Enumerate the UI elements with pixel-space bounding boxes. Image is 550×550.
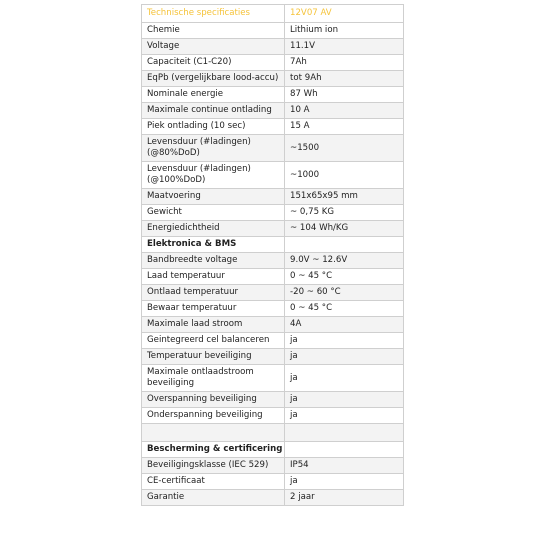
spec-value: ja <box>285 349 404 365</box>
spec-label: CE-certificaat <box>142 474 285 490</box>
spec-row <box>142 408 404 424</box>
spec-row <box>142 490 404 506</box>
spec-label: Piek ontlading (10 sec) <box>142 119 285 135</box>
spec-value: IP54 <box>285 458 404 474</box>
spec-value: ~1500 <box>285 135 404 162</box>
spec-value: 87 Wh <box>285 87 404 103</box>
spec-label: Nominale energie <box>142 87 285 103</box>
spec-label: Chemie <box>142 23 285 39</box>
spec-value: 0 ~ 45 °C <box>285 301 404 317</box>
spec-value: 9.0V ~ 12.6V <box>285 253 404 269</box>
spec-label: Garantie <box>142 490 285 506</box>
spec-row <box>142 55 404 71</box>
spec-header-row <box>142 5 404 23</box>
spec-value: 11.1V <box>285 39 404 55</box>
spec-label: Laad temperatuur <box>142 269 285 285</box>
spec-value: ~ 104 Wh/KG <box>285 221 404 237</box>
spec-header-model: 12V07 AV <box>285 5 404 23</box>
spec-value: 0 ~ 45 °C <box>285 269 404 285</box>
spec-value <box>285 237 404 253</box>
spec-label: Energiedichtheid <box>142 221 285 237</box>
spec-value <box>285 442 404 458</box>
spec-label <box>142 424 285 442</box>
spec-row <box>142 349 404 365</box>
spec-row <box>142 39 404 55</box>
spec-label: Gewicht <box>142 205 285 221</box>
spec-row <box>142 317 404 333</box>
spec-value: 4A <box>285 317 404 333</box>
spec-label: Levensduur (#ladingen) (@100%DoD) <box>142 162 285 189</box>
spec-row <box>142 392 404 408</box>
spec-row <box>142 285 404 301</box>
spec-label: Maximale continue ontlading <box>142 103 285 119</box>
spec-header-title: Technische specificaties <box>142 5 285 23</box>
spec-row <box>142 135 404 162</box>
spec-row <box>142 365 404 392</box>
spacer-row <box>142 424 404 442</box>
spec-label: Temperatuur beveiliging <box>142 349 285 365</box>
spec-row <box>142 253 404 269</box>
spec-row <box>142 474 404 490</box>
spec-label: Levensduur (#ladingen) (@80%DoD) <box>142 135 285 162</box>
spec-value: tot 9Ah <box>285 71 404 87</box>
spec-label: Onderspanning beveiliging <box>142 408 285 424</box>
spec-value: ~ 0,75 KG <box>285 205 404 221</box>
spec-value: -20 ~ 60 °C <box>285 285 404 301</box>
spec-value: ja <box>285 408 404 424</box>
spec-row <box>142 162 404 189</box>
spec-row <box>142 333 404 349</box>
spec-value: 7Ah <box>285 55 404 71</box>
spec-value: 10 A <box>285 103 404 119</box>
spec-row <box>142 205 404 221</box>
spec-value: 15 A <box>285 119 404 135</box>
spec-value: ja <box>285 392 404 408</box>
spec-label: Beveiligingsklasse (IEC 529) <box>142 458 285 474</box>
spec-value: ja <box>285 365 404 392</box>
spec-value: ja <box>285 333 404 349</box>
spec-label: Capaciteit (C1-C20) <box>142 55 285 71</box>
spec-value: ~1000 <box>285 162 404 189</box>
spec-row <box>142 119 404 135</box>
spec-label: EqPb (vergelijkbare lood-accu) <box>142 71 285 87</box>
spec-label: Voltage <box>142 39 285 55</box>
spec-row <box>142 103 404 119</box>
spec-row <box>142 221 404 237</box>
spec-label: Bewaar temperatuur <box>142 301 285 317</box>
spec-table-body <box>142 5 404 506</box>
spec-label: Maatvoering <box>142 189 285 205</box>
spec-row <box>142 269 404 285</box>
spec-table <box>141 4 404 506</box>
spec-label: Overspanning beveiliging <box>142 392 285 408</box>
spec-row <box>142 23 404 39</box>
spec-label: Geintegreerd cel balanceren <box>142 333 285 349</box>
spec-value: ja <box>285 474 404 490</box>
section-header-row <box>142 237 404 253</box>
section-header-row <box>142 442 404 458</box>
spec-label: Bandbreedte voltage <box>142 253 285 269</box>
section-title: Bescherming & certificering <box>142 442 285 458</box>
spec-row <box>142 71 404 87</box>
spec-value: Lithium ion <box>285 23 404 39</box>
spec-value: 2 jaar <box>285 490 404 506</box>
spec-label: Maximale laad stroom <box>142 317 285 333</box>
spec-value <box>285 424 404 442</box>
spec-label: Ontlaad temperatuur <box>142 285 285 301</box>
spec-row <box>142 301 404 317</box>
spec-row <box>142 189 404 205</box>
spec-label: Maximale ontlaadstroom beveiliging <box>142 365 285 392</box>
section-title: Elektronica & BMS <box>142 237 285 253</box>
spec-value: 151x65x95 mm <box>285 189 404 205</box>
spec-row <box>142 87 404 103</box>
spec-row <box>142 458 404 474</box>
